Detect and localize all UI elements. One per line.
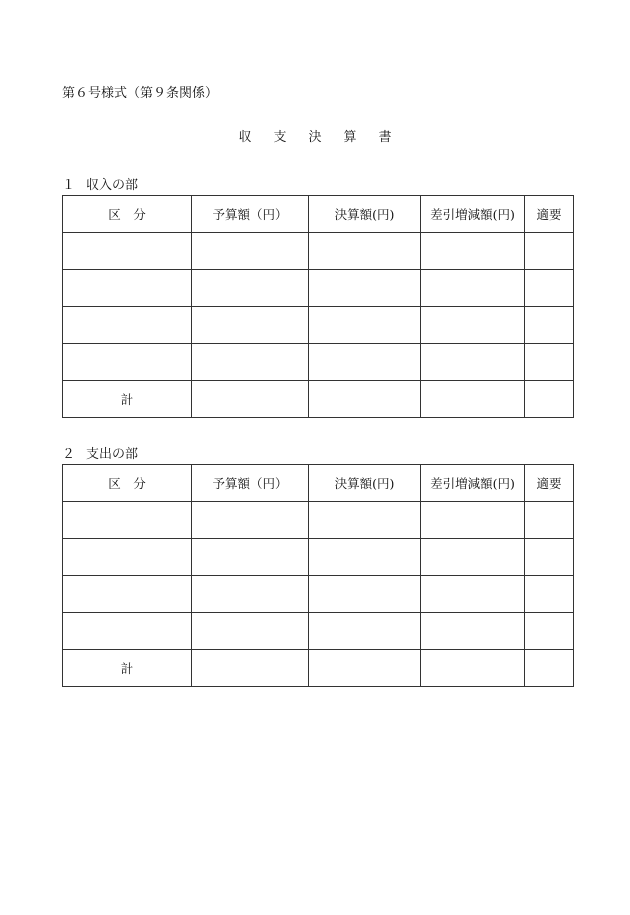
table-cell[interactable]: [309, 539, 421, 576]
table-cell[interactable]: [421, 613, 525, 650]
table-cell[interactable]: [525, 270, 574, 307]
column-header-difference: 差引増減額(円): [421, 196, 525, 233]
title-char: 決: [308, 130, 322, 145]
table-cell[interactable]: [525, 576, 574, 613]
column-header-budget: 予算額（円）: [192, 196, 309, 233]
table-cell[interactable]: [192, 344, 309, 381]
table-cell[interactable]: [309, 344, 421, 381]
table-cell[interactable]: [63, 502, 192, 539]
table-cell[interactable]: [421, 307, 525, 344]
section-title: 収入の部: [86, 178, 139, 193]
title-char: 支: [273, 130, 287, 145]
table-cell[interactable]: [421, 539, 525, 576]
total-row: [63, 381, 574, 418]
income-section-label: [62, 178, 138, 194]
column-header-settlement: 決算額(円): [309, 196, 421, 233]
table-header-row: [63, 465, 574, 502]
table-cell[interactable]: [525, 381, 574, 418]
total-label: 計: [63, 381, 192, 418]
table-cell[interactable]: [63, 233, 192, 270]
table-cell[interactable]: [309, 576, 421, 613]
table-cell[interactable]: [192, 381, 309, 418]
table-cell[interactable]: [309, 613, 421, 650]
column-header-remarks: 適要: [525, 196, 574, 233]
table-cell[interactable]: [421, 344, 525, 381]
income-table: [62, 195, 574, 418]
title-char: 収: [238, 130, 252, 145]
table-cell[interactable]: [525, 650, 574, 687]
table-cell[interactable]: [63, 270, 192, 307]
table-cell[interactable]: [525, 344, 574, 381]
expense-table: [62, 464, 574, 687]
column-header-category: 区 分: [63, 465, 192, 502]
column-header-remarks: 適要: [525, 465, 574, 502]
table-cell[interactable]: [63, 344, 192, 381]
form-number: 第６号様式（第９条関係）: [62, 86, 219, 101]
table-header-row: [63, 196, 574, 233]
table-cell[interactable]: [192, 307, 309, 344]
expense-section-label: [62, 447, 138, 463]
column-header-settlement: 決算額(円): [309, 465, 421, 502]
table-row: [63, 613, 574, 650]
table-row: [63, 233, 574, 270]
table-row: [63, 307, 574, 344]
table-row: [63, 576, 574, 613]
table-cell[interactable]: [309, 381, 421, 418]
table-cell[interactable]: [421, 650, 525, 687]
section-title: 支出の部: [86, 447, 139, 462]
table-cell[interactable]: [525, 613, 574, 650]
table-cell[interactable]: [63, 307, 192, 344]
column-header-category: 区 分: [63, 196, 192, 233]
table-cell[interactable]: [63, 576, 192, 613]
title-char: 算: [343, 130, 357, 145]
table-cell[interactable]: [525, 307, 574, 344]
table-cell[interactable]: [192, 613, 309, 650]
table-cell[interactable]: [192, 502, 309, 539]
column-header-budget: 予算額（円）: [192, 465, 309, 502]
table-cell[interactable]: [192, 270, 309, 307]
table-cell[interactable]: [525, 233, 574, 270]
table-cell[interactable]: [192, 233, 309, 270]
table-cell[interactable]: [63, 613, 192, 650]
table-cell[interactable]: [192, 576, 309, 613]
table-row: [63, 539, 574, 576]
table-cell[interactable]: [63, 539, 192, 576]
table-cell[interactable]: [192, 650, 309, 687]
section-number: ２: [62, 447, 76, 462]
table-row: [63, 270, 574, 307]
table-cell[interactable]: [309, 307, 421, 344]
table-cell[interactable]: [421, 270, 525, 307]
table-cell[interactable]: [309, 233, 421, 270]
table-cell[interactable]: [421, 381, 525, 418]
column-header-difference: 差引増減額(円): [421, 465, 525, 502]
total-label: 計: [63, 650, 192, 687]
table-cell[interactable]: [309, 502, 421, 539]
table-cell[interactable]: [421, 502, 525, 539]
document-title: [0, 130, 630, 146]
table-cell[interactable]: [525, 539, 574, 576]
total-row: [63, 650, 574, 687]
table-cell[interactable]: [421, 576, 525, 613]
title-char: 書: [378, 130, 392, 145]
section-number: １: [62, 178, 76, 193]
table-cell[interactable]: [309, 650, 421, 687]
table-cell[interactable]: [309, 270, 421, 307]
table-cell[interactable]: [192, 539, 309, 576]
table-cell[interactable]: [421, 233, 525, 270]
table-cell[interactable]: [525, 502, 574, 539]
table-row: [63, 502, 574, 539]
table-row: [63, 344, 574, 381]
